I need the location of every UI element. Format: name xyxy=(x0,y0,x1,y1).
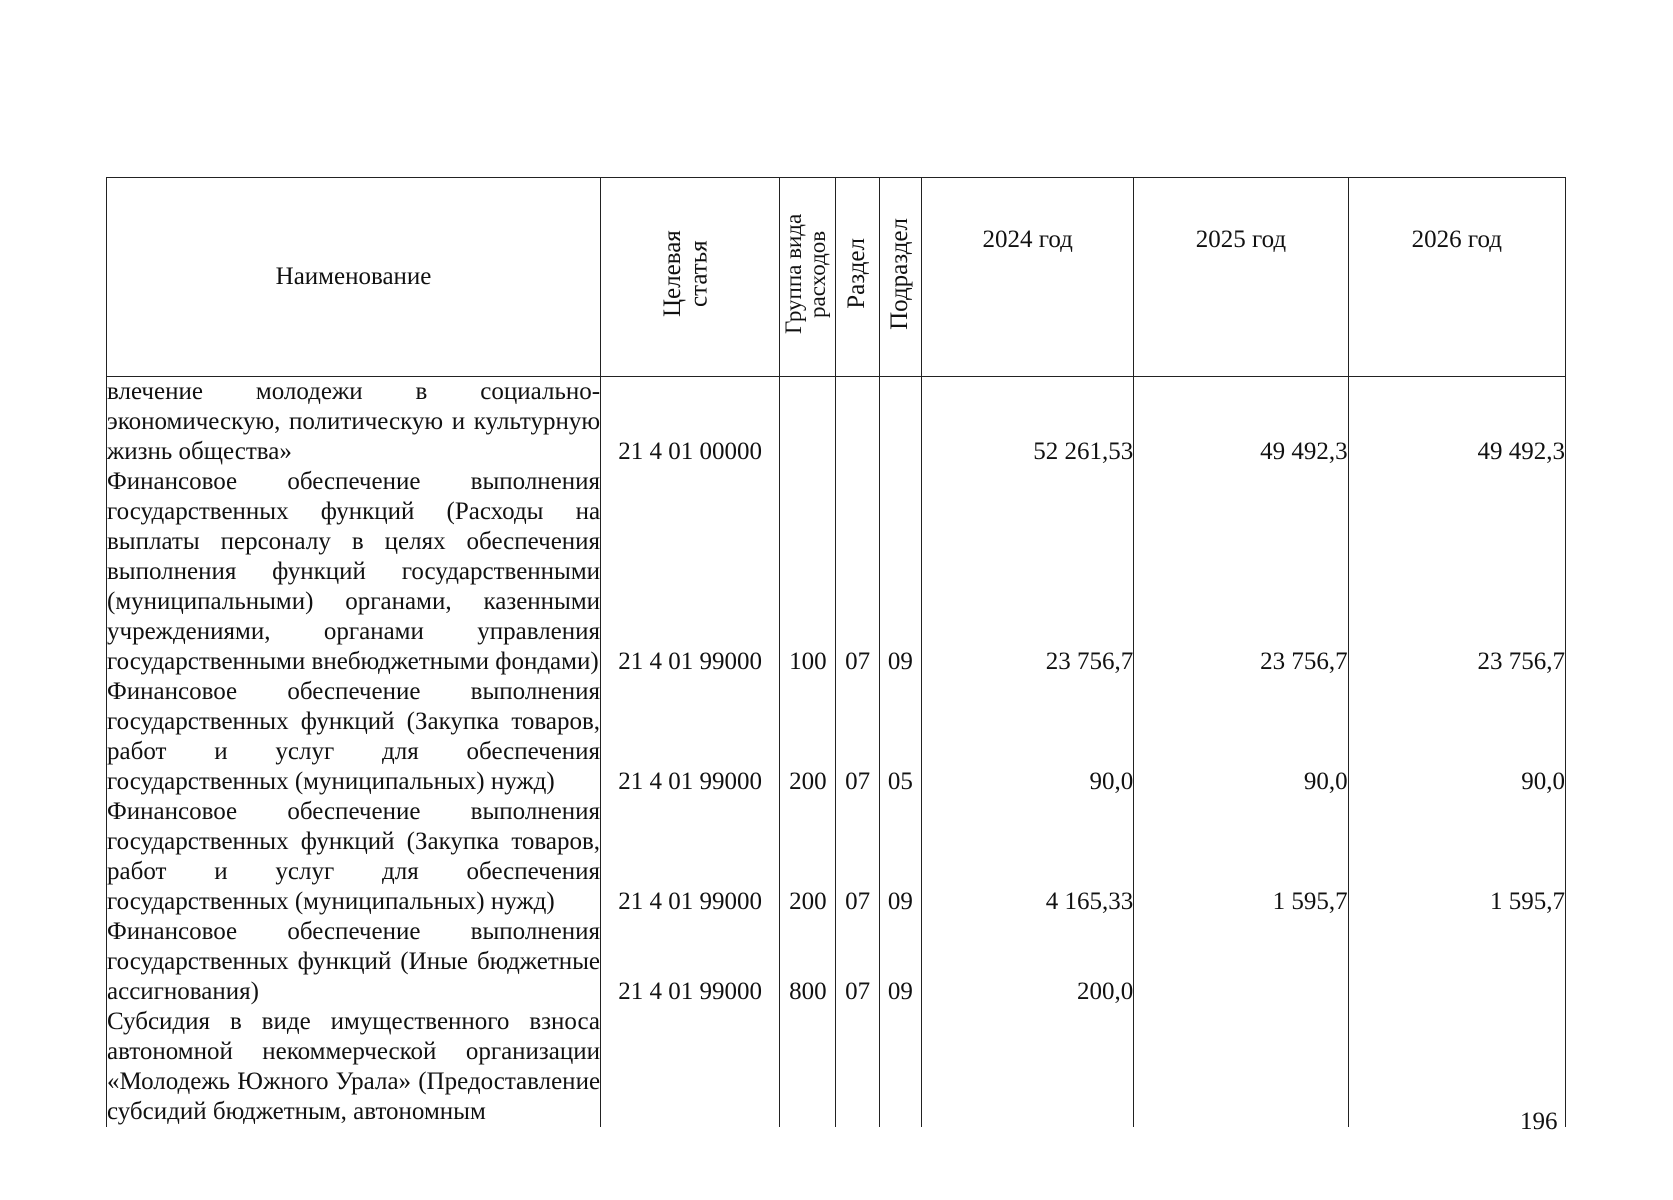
row-name: Финансовое обеспечение выполнения государственных функций (Иные бюджетные ассигнования) xyxy=(107,918,601,1005)
header-2025: 2025 год xyxy=(1134,178,1348,377)
row-subsection: 09 xyxy=(879,917,921,1007)
row-section: 07 xyxy=(836,797,879,917)
row-name: Финансовое обеспечение выполнения государственных функций (Закупка товаров, работ и услуг для обеспечения государственных (муниципальных) нужд) xyxy=(107,798,601,915)
header-section: Раздел xyxy=(836,178,879,377)
row-2024: 90,0 xyxy=(922,677,1134,797)
row-name: Финансовое обеспечение выполнения государственных функций (Закупка товаров, работ и услуг для обеспечения государственных (муниципальных) нужд) xyxy=(107,678,601,795)
table-row xyxy=(107,677,1566,797)
row-2025 xyxy=(1134,917,1348,1007)
row-section: 07 xyxy=(836,677,879,797)
row-name: влечение молодежи в социально-экономическую, политическую и культурную жизнь общества» xyxy=(107,378,601,465)
row-group: 800 xyxy=(780,917,836,1007)
table-body xyxy=(107,377,1566,1128)
row-group: 100 xyxy=(780,467,836,677)
row-2025: 1 595,7 xyxy=(1134,797,1348,917)
header-subsection: Подраздел xyxy=(879,178,921,377)
table-row xyxy=(107,917,1566,1007)
row-section xyxy=(836,1007,879,1127)
row-2025: 23 756,7 xyxy=(1134,467,1348,677)
row-subsection xyxy=(879,377,921,468)
row-group: 200 xyxy=(780,677,836,797)
row-2026: 49 492,3 xyxy=(1348,377,1565,468)
row-target: 21 4 01 99000 xyxy=(601,677,780,797)
row-2026: 90,0 xyxy=(1348,677,1565,797)
header-target: Целевая статья xyxy=(601,178,780,377)
budget-table xyxy=(106,177,1566,1127)
row-name: Финансовое обеспечение выполнения государственных функций (Расходы на выплаты персоналу в целях обеспечения выполнения функций государственными (муниципальными) органами, казенными учреждениями, органами управления государственными внебюджетными фондами) xyxy=(107,468,601,675)
row-target: 21 4 01 99000 xyxy=(601,917,780,1007)
table-row xyxy=(107,1007,1566,1127)
row-section xyxy=(836,377,879,468)
row-subsection xyxy=(879,1007,921,1127)
table-row xyxy=(107,377,1566,468)
row-2025: 49 492,3 xyxy=(1134,377,1348,468)
table-header xyxy=(107,178,1566,377)
row-group xyxy=(780,1007,836,1127)
row-name: Субсидия в виде имущественного взноса автономной некоммерческой организации «Молодежь Южного Урала» (Предоставление субсидий бюджетным, автономным xyxy=(107,1008,601,1125)
header-2024: 2024 год xyxy=(922,178,1134,377)
row-section: 07 xyxy=(836,917,879,1007)
row-target: 21 4 01 99000 xyxy=(601,467,780,677)
header-expense-group: Группа вида расходов xyxy=(780,178,836,377)
row-2024 xyxy=(922,1007,1134,1127)
header-2026: 2026 год xyxy=(1348,178,1565,377)
row-group: 200 xyxy=(780,797,836,917)
row-2025: 90,0 xyxy=(1134,677,1348,797)
row-group xyxy=(780,377,836,468)
table-row xyxy=(107,467,1566,677)
page-number: 196 xyxy=(1520,1108,1558,1135)
row-2024: 52 261,53 xyxy=(922,377,1134,468)
row-2026: 23 756,7 xyxy=(1348,467,1565,677)
row-2025 xyxy=(1134,1007,1348,1127)
row-2024: 200,0 xyxy=(922,917,1134,1007)
table-row xyxy=(107,797,1566,917)
row-target xyxy=(601,1007,780,1127)
row-subsection: 05 xyxy=(879,677,921,797)
row-2026 xyxy=(1348,917,1565,1007)
row-2024: 23 756,7 xyxy=(922,467,1134,677)
row-section: 07 xyxy=(836,467,879,677)
row-subsection: 09 xyxy=(879,797,921,917)
row-2024: 4 165,33 xyxy=(922,797,1134,917)
header-name: Наименование xyxy=(107,178,601,377)
row-2026: 1 595,7 xyxy=(1348,797,1565,917)
row-target: 21 4 01 99000 xyxy=(601,797,780,917)
row-target: 21 4 01 00000 xyxy=(601,377,780,468)
row-subsection: 09 xyxy=(879,467,921,677)
